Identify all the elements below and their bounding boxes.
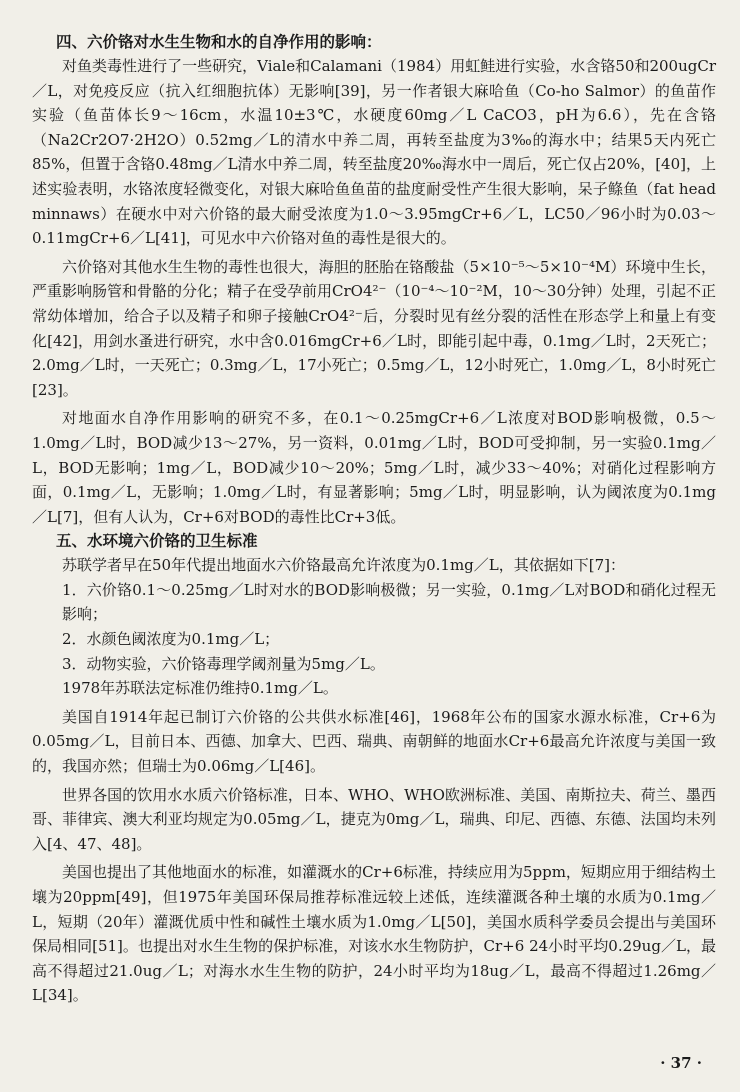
list-item: 1．六价铬0.1～0.25mg／L时对水的BOD影响极微；另一实验，0.1mg／L对BOD和硝化过程无影响； xyxy=(62,580,716,624)
section-4-paragraph-1: 对鱼类毒性进行了一些研究，Viale和Calamani（1984）用虹鲑进行实验，水含铬50和200ugCr／L，对免疫反应（抗入红细胞抗体）无影响[39]，另一作者银大麻哈鱼（Co-ho Salmor）的鱼苗作实验（鱼苗体长9～16cm，水温10±3℃，水硬度60mg／L CaCO3，pH为6.6），先在含铬（Na2Cr2O7·2H2O）0.52mg／L的清水中养二周，再转至盐度为3‰的海水中；结果5天内死亡85%，但置于含铬0.48mg／L清水中养二周，转至盐度20‰海水中一周后，死亡仅占20%，[40]，上述实验表明，水铬浓度轻微变化，对银大麻哈鱼鱼苗的盐度耐受性产生很大影响，呆子鲦鱼（fat head minnaws）在硬水中对六价铬的最大耐受浓度为1.0～3.95mgCr+6／L，LC50／96小时为0.03～0.11mgCr+6／L[41]，可见水中六价铬对鱼的毒性是很大的。 xyxy=(32,57,716,248)
section-5-heading: 五、水环境六价铬的卫生标准 xyxy=(56,531,258,551)
section-5-paragraph-3: 美国自1914年起已制订六价铬的公共供水标准[46]，1968年公布的国家水源水标准，Cr+6为0.05mg／L，目前日本、西德、加拿大、巴西、瑞典、南朝鲜的地面水Cr+6最高允许浓度与美国一致的，我国亦然；但瑞士为0.06mg／L[46]。 xyxy=(32,707,716,776)
section-4-paragraph-3: 对地面水自净作用影响的研究不多，在0.1～0.25mgCr+6／L浓度对BOD影响极微，0.5～1.0mg／L时，BOD减少13～27%，另一资料，0.01mg／L时，BOD可受抑制，另一实验0.1mg／L，BOD无影响；1mg／L，BOD减少10～20%；5mg／L时，减少33～40%；对硝化过程影响方面，0.1mg／L，无影响；1.0mg／L时，有显著影响；5mg／L时，明显影响，认为阈浓度为0.1mg／L[7]，但有人认为，Cr+6对BOD的毒性比Cr+3低。 xyxy=(32,409,716,526)
page-number: · 37 · xyxy=(660,1054,702,1072)
list-item: 2．水颜色阈浓度为0.1mg／L； xyxy=(62,630,280,649)
section-5-paragraph-1: 苏联学者早在50年代提出地面水六价铬最高允许浓度为0.1mg／L，其依据如下[7]： xyxy=(62,556,625,575)
list-item: 3．动物实验，六价铬毒理学阈剂量为5mg／L。 xyxy=(62,654,385,673)
section-5-paragraph-5: 美国也提出了其他地面水的标准，如灌溉水的Cr+6标准，持续应用为5ppm，短期应用于细结构土壤为20ppm[49]，但1975年美国环保局推荐标准远较上述低，连续灌溉各种土壤的水质为0.1mg／L，短期（20年）灌溉优质中性和碱性土壤水质为1.0mg／L[50]，美国水质科学委员会提出与美国环保局相同[51]。也提出对水生生物的保护标准，对该水水生物防护，Cr+6 24小时平均0.29ug／L，最高不得超过21.0ug／L；对海水水生生物的防护，24小时平均为18ug／L，最高不得超过1.26mg／L[34]。 xyxy=(32,863,716,1005)
section-5-paragraph-4: 世界各国的饮用水水质六价铬标准，日本、WHO、WHO欧洲标准、美国、南斯拉夫、荷兰、墨西哥、菲律宾、澳大利亚均规定为0.05mg／L，捷克为0mg／L，瑞典、印尼、西德、东德、法国均未列入[4、47、48]。 xyxy=(32,785,716,853)
page-body xyxy=(32,30,716,1008)
section-4-paragraph-2: 六价铬对其他水生生物的毒性也很大，海胆的胚胎在铬酸盐（5×10⁻⁵～5×10⁻⁴M）环境中生长，严重影响肠管和骨骼的分化；精子在受孕前用CrO4²⁻（10⁻⁴～10⁻²M，10～30分钟）处理，引起不正常幼体增加，给合子以及精子和卵子接触CrO4²⁻后，分裂时见有丝分裂的活性在形态学上和量上有变化[42]，用剑水蚤进行研究，水中含0.016mgCr+6／L时，即能引起中毒，0.1mg／L时，2天死亡；2.0mg／L时，一天死亡；0.3mg／L，17小死亡；0.5mg／L，12小时死亡，1.0mg／L，8小时死亡[23]。 xyxy=(32,257,716,399)
section-4-heading: 四、六价铬对水生生物和水的自净作用的影响： xyxy=(56,32,382,51)
section-5-paragraph-2: 1978年苏联法定标准仍维持0.1mg／L。 xyxy=(62,679,338,698)
